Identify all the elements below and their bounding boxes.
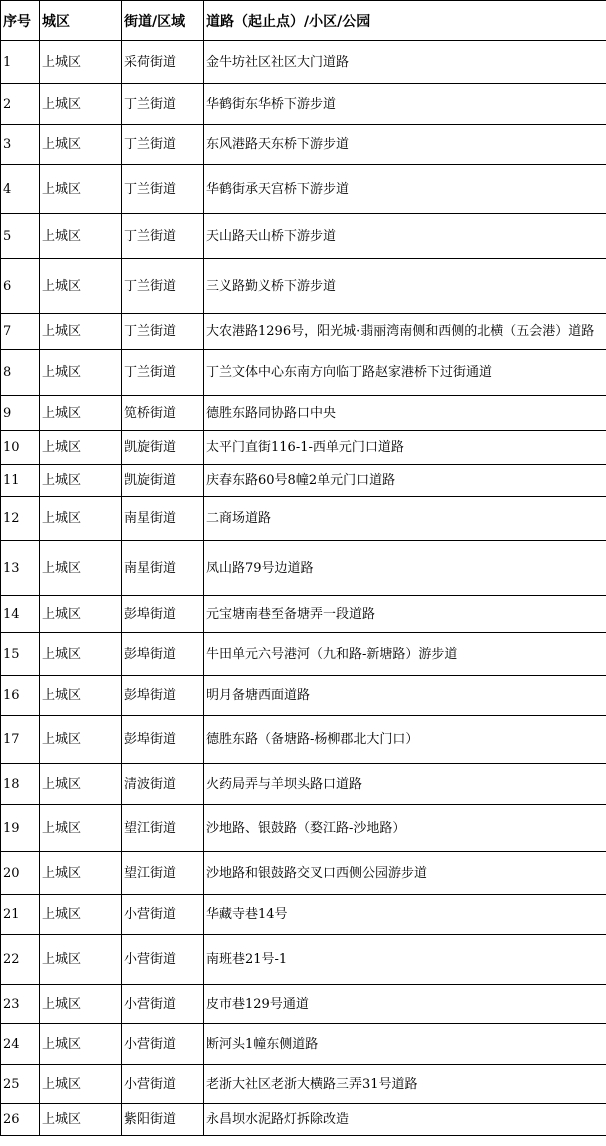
cell-district: 上城区 xyxy=(40,214,122,259)
cell-street: 丁兰街道 xyxy=(122,165,204,214)
cell-district: 上城区 xyxy=(40,165,122,214)
cell-index: 22 xyxy=(1,935,40,985)
cell-street: 小营街道 xyxy=(122,1065,204,1104)
cell-road: 老浙大社区老浙大横路三弄31号道路 xyxy=(204,1065,606,1104)
cell-street: 丁兰街道 xyxy=(122,214,204,259)
cell-street: 丁兰街道 xyxy=(122,259,204,314)
cell-district: 上城区 xyxy=(40,350,122,396)
table-row xyxy=(1,633,606,676)
cell-street: 凯旋街道 xyxy=(122,465,204,497)
cell-street: 南星街道 xyxy=(122,497,204,541)
cell-index: 18 xyxy=(1,764,40,805)
table-row xyxy=(1,314,606,350)
table-row xyxy=(1,716,606,764)
table-row xyxy=(1,165,606,214)
cell-road: 丁兰文体中心东南方向临丁路赵家港桥下过街通道 xyxy=(204,350,606,396)
table-header-row xyxy=(1,1,606,41)
table-row xyxy=(1,935,606,985)
table-row xyxy=(1,852,606,895)
table-row xyxy=(1,125,606,165)
cell-index: 5 xyxy=(1,214,40,259)
cell-road: 大农港路1296号，阳光城·翡丽湾南侧和西侧的北横（五会港）道路 xyxy=(204,314,606,350)
cell-district: 上城区 xyxy=(40,852,122,895)
cell-street: 笕桥街道 xyxy=(122,396,204,431)
cell-road: 南班巷21号-1 xyxy=(204,935,606,985)
cell-index: 19 xyxy=(1,805,40,852)
cell-road: 德胜东路同协路口中央 xyxy=(204,396,606,431)
cell-street: 凯旋街道 xyxy=(122,431,204,465)
cell-street: 清波街道 xyxy=(122,764,204,805)
cell-district: 上城区 xyxy=(40,125,122,165)
cell-street: 小营街道 xyxy=(122,895,204,935)
table-row xyxy=(1,764,606,805)
cell-district: 上城区 xyxy=(40,676,122,716)
cell-district: 上城区 xyxy=(40,259,122,314)
cell-index: 7 xyxy=(1,314,40,350)
cell-district: 上城区 xyxy=(40,1024,122,1065)
cell-index: 6 xyxy=(1,259,40,314)
cell-index: 14 xyxy=(1,596,40,633)
cell-index: 9 xyxy=(1,396,40,431)
cell-district: 上城区 xyxy=(40,895,122,935)
cell-index: 17 xyxy=(1,716,40,764)
cell-road: 沙地路、银鼓路（婺江路-沙地路） xyxy=(204,805,606,852)
cell-street: 丁兰街道 xyxy=(122,314,204,350)
cell-district: 上城区 xyxy=(40,596,122,633)
cell-street: 丁兰街道 xyxy=(122,350,204,396)
cell-street: 南星街道 xyxy=(122,541,204,596)
cell-index: 2 xyxy=(1,84,40,125)
cell-street: 小营街道 xyxy=(122,985,204,1024)
cell-index: 15 xyxy=(1,633,40,676)
cell-road: 皮市巷129号通道 xyxy=(204,985,606,1024)
cell-road: 华藏寺巷14号 xyxy=(204,895,606,935)
cell-road: 庆春东路60号8幢2单元门口道路 xyxy=(204,465,606,497)
cell-road: 沙地路和银鼓路交叉口西侧公园游步道 xyxy=(204,852,606,895)
cell-road: 火药局弄与羊坝头路口道路 xyxy=(204,764,606,805)
cell-district: 上城区 xyxy=(40,1065,122,1104)
cell-street: 采荷街道 xyxy=(122,41,204,84)
header-index: 序号 xyxy=(1,1,40,41)
cell-road: 东风港路天东桥下游步道 xyxy=(204,125,606,165)
table-row xyxy=(1,84,606,125)
cell-road: 明月备塘西面道路 xyxy=(204,676,606,716)
cell-road: 永昌坝水泥路灯拆除改造 xyxy=(204,1104,606,1136)
table-row xyxy=(1,1024,606,1065)
table-row xyxy=(1,431,606,465)
cell-district: 上城区 xyxy=(40,764,122,805)
cell-district: 上城区 xyxy=(40,633,122,676)
cell-road: 太平门直街116-1-西单元门口道路 xyxy=(204,431,606,465)
cell-district: 上城区 xyxy=(40,314,122,350)
table-row xyxy=(1,596,606,633)
table-row xyxy=(1,1065,606,1104)
cell-street: 丁兰街道 xyxy=(122,84,204,125)
table-row xyxy=(1,1104,606,1136)
cell-index: 13 xyxy=(1,541,40,596)
cell-street: 望江街道 xyxy=(122,805,204,852)
cell-index: 4 xyxy=(1,165,40,214)
cell-road: 断河头1幢东侧道路 xyxy=(204,1024,606,1065)
cell-index: 16 xyxy=(1,676,40,716)
table-row xyxy=(1,396,606,431)
table-row xyxy=(1,805,606,852)
table-row xyxy=(1,541,606,596)
cell-road: 凤山路79号边道路 xyxy=(204,541,606,596)
table-row xyxy=(1,895,606,935)
cell-index: 25 xyxy=(1,1065,40,1104)
cell-district: 上城区 xyxy=(40,1104,122,1136)
cell-district: 上城区 xyxy=(40,84,122,125)
cell-index: 3 xyxy=(1,125,40,165)
table-row xyxy=(1,214,606,259)
cell-district: 上城区 xyxy=(40,497,122,541)
table-row xyxy=(1,350,606,396)
cell-road: 金牛坊社区社区大门道路 xyxy=(204,41,606,84)
table-body xyxy=(1,41,606,1136)
header-district: 城区 xyxy=(40,1,122,41)
cell-road: 天山路天山桥下游步道 xyxy=(204,214,606,259)
table-row xyxy=(1,41,606,84)
table-row xyxy=(1,465,606,497)
cell-road: 牛田单元六号港河（九和路-新塘路）游步道 xyxy=(204,633,606,676)
cell-index: 8 xyxy=(1,350,40,396)
cell-road: 华鹤街承天宫桥下游步道 xyxy=(204,165,606,214)
cell-index: 11 xyxy=(1,465,40,497)
cell-street: 彭埠街道 xyxy=(122,716,204,764)
cell-index: 26 xyxy=(1,1104,40,1136)
cell-road: 华鹤街东华桥下游步道 xyxy=(204,84,606,125)
cell-road: 德胜东路（备塘路-杨柳郡北大门口） xyxy=(204,716,606,764)
cell-district: 上城区 xyxy=(40,396,122,431)
cell-district: 上城区 xyxy=(40,465,122,497)
table-row xyxy=(1,497,606,541)
cell-district: 上城区 xyxy=(40,935,122,985)
cell-index: 23 xyxy=(1,985,40,1024)
cell-index: 24 xyxy=(1,1024,40,1065)
cell-district: 上城区 xyxy=(40,541,122,596)
header-street: 街道/区域 xyxy=(122,1,204,41)
cell-district: 上城区 xyxy=(40,41,122,84)
cell-district: 上城区 xyxy=(40,716,122,764)
cell-index: 1 xyxy=(1,41,40,84)
cell-street: 彭埠街道 xyxy=(122,596,204,633)
cell-street: 丁兰街道 xyxy=(122,125,204,165)
table-row xyxy=(1,259,606,314)
cell-index: 21 xyxy=(1,895,40,935)
cell-street: 小营街道 xyxy=(122,935,204,985)
cell-index: 20 xyxy=(1,852,40,895)
cell-road: 三义路勤义桥下游步道 xyxy=(204,259,606,314)
cell-index: 12 xyxy=(1,497,40,541)
table-row xyxy=(1,985,606,1024)
cell-district: 上城区 xyxy=(40,805,122,852)
cell-district: 上城区 xyxy=(40,431,122,465)
cell-road: 元宝塘南巷至备塘弄一段道路 xyxy=(204,596,606,633)
cell-street: 紫阳街道 xyxy=(122,1104,204,1136)
cell-street: 望江街道 xyxy=(122,852,204,895)
cell-road: 二商场道路 xyxy=(204,497,606,541)
header-road: 道路（起止点）/小区/公园 xyxy=(204,1,606,41)
cell-street: 彭埠街道 xyxy=(122,633,204,676)
cell-district: 上城区 xyxy=(40,985,122,1024)
cell-street: 小营街道 xyxy=(122,1024,204,1065)
table-row xyxy=(1,676,606,716)
cell-street: 彭埠街道 xyxy=(122,676,204,716)
cell-index: 10 xyxy=(1,431,40,465)
